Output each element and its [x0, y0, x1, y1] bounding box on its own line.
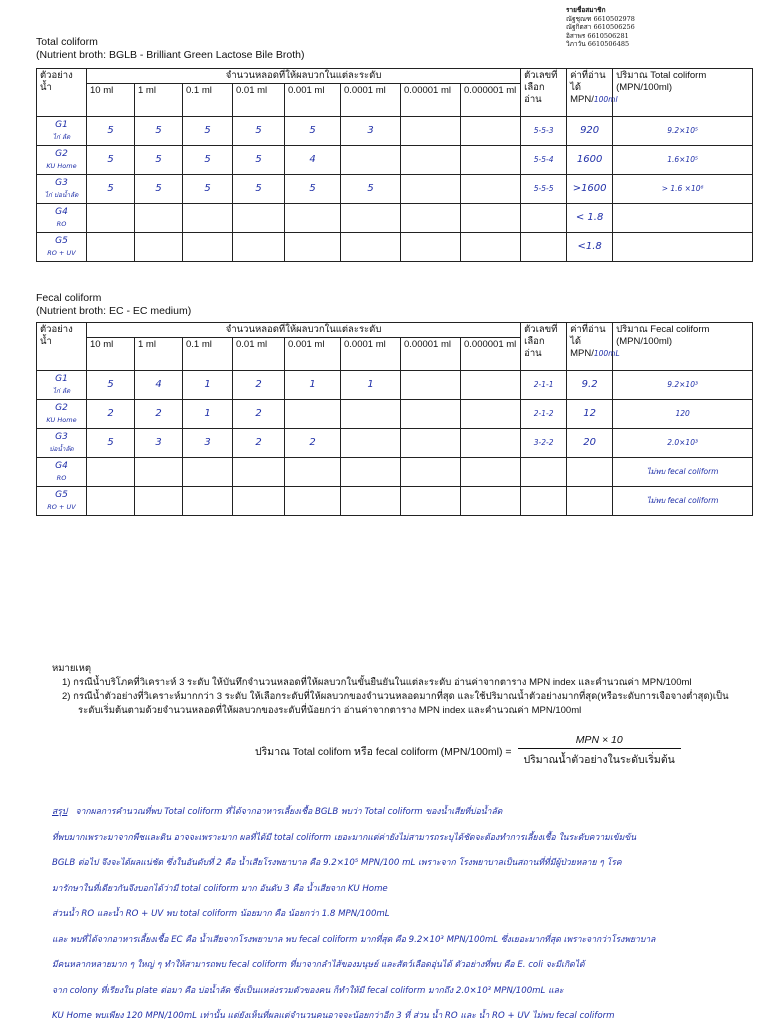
positive-tube-count: 5: [183, 117, 233, 146]
positive-tube-count: [401, 429, 461, 458]
fecal-title: Fecal coliform: [36, 292, 102, 304]
sample-cell: [37, 400, 87, 429]
notes-section: [52, 662, 738, 718]
level-header: 0.000001 ml: [461, 338, 521, 371]
sample-code: G2: [55, 149, 68, 159]
positive-tube-count: 5: [87, 146, 135, 175]
summary-line: [52, 800, 752, 826]
level-header: 0.001 ml: [285, 84, 341, 117]
sample-cell: [37, 458, 87, 487]
coliform-result: > 1.6 ×10⁶: [613, 175, 753, 204]
sample-header: ตัวอย่าง น้ำ: [37, 69, 87, 117]
positive-tube-count: [135, 487, 183, 516]
positive-tube-count: 5: [87, 175, 135, 204]
selected-digits: 5-5-5: [521, 175, 567, 204]
sample-cell: [37, 429, 87, 458]
note-item: 2) กรณีน้ำตัวอย่างที่วิเคราะห์มากกว่า 3 ระดับ ให้เลือกระดับที่ให้ผลบวกของจำนวนหลอดมากที่สุด และใช้ปริมาณน้ำตัวอย่างมากที่สุด(หรือระดับการเจือจางต่ำสุด)เป็น ระดับเริ่มต้นตามด้วยจำนวนหลอดที่ให้ผลบวกของระดับที่น้อยกว่า อ่านค่าจากตาราง MPN index และคำนวณค่า MPN/100ml: [62, 691, 729, 716]
positive-tube-count: [183, 233, 233, 262]
positive-tube-count: [341, 458, 401, 487]
coliform-result: [613, 233, 753, 262]
positive-tube-count: [233, 487, 285, 516]
level-header: 0.01 ml: [233, 338, 285, 371]
positive-tube-count: 1: [341, 371, 401, 400]
digits-header: ตัวเลขที่ เลือก อ่าน: [521, 323, 567, 371]
coliform-result: 120: [613, 400, 753, 429]
mpn-read-value: 9.2: [567, 371, 613, 400]
positive-tube-count: [401, 175, 461, 204]
sample-code: G2: [55, 403, 68, 413]
result-header: ปริมาณ Fecal coliform (MPN/100ml): [613, 323, 753, 371]
positive-tube-count: [461, 458, 521, 487]
mpn-read-value: 20: [567, 429, 613, 458]
table-row: [37, 175, 753, 204]
sample-cell: [37, 146, 87, 175]
read-value-header-text: ค่าที่อ่าน ได้ MPN/: [570, 70, 606, 105]
positive-tube-count: [461, 233, 521, 262]
table-header-row: [37, 69, 753, 84]
total-subtitle: (Nutrient broth: BGLB - Brilliant Green Lactose Bile Broth): [36, 49, 305, 61]
level-header: 0.1 ml: [183, 84, 233, 117]
mpn-read-value: [567, 458, 613, 487]
positive-tube-count: [341, 204, 401, 233]
sample-label: RO: [56, 474, 67, 482]
positive-tube-count: [87, 204, 135, 233]
selected-digits: 2-1-1: [521, 371, 567, 400]
level-header: 1 ml: [135, 338, 183, 371]
positive-tube-count: [87, 458, 135, 487]
level-header: 0.0001 ml: [341, 338, 401, 371]
positive-tube-count: [183, 487, 233, 516]
positive-tube-count: [183, 458, 233, 487]
summary-line: KU Home พบเพียง 120 MPN/100mL เท่านั้น แต่ยังเห็นที่ผลแต่จำนวนคนอาจจะน้อยกว่าอีก 3 ที่ ส่วน น้ำ RO และ น้ำ RO + UV ไม่พบ fecal coliform: [52, 1011, 615, 1021]
table-row: [37, 429, 753, 458]
sample-cell: [37, 371, 87, 400]
summary-line: และ พบที่ได้จากอาหารเลี้ยงเชื้อ EC คือ น้ำเสียจากโรงพยาบาล พบ fecal coliform มากที่สุด คือ 9.2×10³ MPN/100mL ซึ่งเยอะมากที่สุด เพราะจากว่าโรงพยาบาล: [52, 934, 656, 945]
positive-tube-count: 3: [341, 117, 401, 146]
digits-header: ตัวเลขที่ เลือก อ่าน: [521, 69, 567, 117]
sample-cell: [37, 487, 87, 516]
positive-tube-count: 5: [341, 175, 401, 204]
positive-tube-count: [401, 117, 461, 146]
summary-line: จาก colony ที่เรียงใน plate ต่อมา คือ บ่อน้ำลัด ซึ่งเป็นแหล่งรวมตัวของคน ก็ทำให้มี fecal coliform มากถึง 2.0×10³ MPN/100mL และ: [52, 985, 564, 996]
positive-tube-count: [341, 487, 401, 516]
coliform-result: 9.2×10⁵: [613, 117, 753, 146]
member-name: ณัฐกิตสา 6610506256: [566, 23, 635, 32]
coliform-result: ไม่พบ fecal coliform: [613, 458, 753, 487]
members-heading: รายชื่อสมาชิก: [566, 6, 606, 14]
sample-cell: [37, 117, 87, 146]
sample-label: ไก่ ลัด: [52, 133, 71, 141]
table-row: [37, 458, 753, 487]
member-name: วิภาวัน 6610506485: [566, 40, 630, 49]
mpn-read-value: 12: [567, 400, 613, 429]
mpn-read-value: 1600: [567, 146, 613, 175]
positive-tube-count: 2: [87, 400, 135, 429]
positive-tube-count: 5: [135, 175, 183, 204]
sample-label: RO + UV: [47, 249, 76, 257]
read-value-header: [567, 69, 618, 117]
sample-label: ไก่ บ่อน้ำลัด: [44, 191, 79, 199]
sample-code: G1: [55, 374, 68, 384]
positive-tube-count: [401, 204, 461, 233]
selected-digits: 5-5-3: [521, 117, 567, 146]
positive-tube-count: [233, 204, 285, 233]
positive-tube-count: 3: [135, 429, 183, 458]
mpn-read-value: < 1.8: [567, 204, 613, 233]
summary-line: มีคนหลากหลายมาก ๆ ใหญ่ ๆ ทำให้สามารถพบ fecal coliform ที่มาจากลำไส้ของมนุษย์ และสัตว์เลือดอุ่นได้ ตัวอย่างที่พบ คือ E. coli จะมีเกิดได้: [52, 960, 585, 970]
formula-numerator: MPN × 10: [575, 734, 623, 746]
fecal-section-header: [36, 292, 191, 318]
positive-tube-count: [461, 175, 521, 204]
positive-tube-count: [461, 117, 521, 146]
formula-fraction: [518, 734, 681, 768]
formula: [255, 734, 681, 768]
sample-label: RO: [56, 220, 67, 228]
sample-cell: [37, 175, 87, 204]
positive-tube-count: 5: [87, 429, 135, 458]
coliform-result: [613, 204, 753, 233]
positive-tube-count: 4: [285, 146, 341, 175]
total-title: Total coliform: [36, 36, 98, 48]
positive-tube-count: 1: [285, 371, 341, 400]
summary-line: ส่วนน้ำ RO และน้ำ RO + UV พบ total coliform น้อยมาก คือ น้อยกว่า 1.8 MPN/100mL: [52, 909, 390, 919]
formula-lhs: ปริมาณ Total colifom หรือ fecal coliform (MPN/100ml) =: [255, 745, 512, 758]
fecal-coliform-table: [36, 322, 753, 516]
positive-tube-count: [401, 458, 461, 487]
positive-tube-count: [135, 233, 183, 262]
table-row: [37, 204, 753, 233]
member-name: อิสาพร 6610506281: [566, 31, 629, 40]
sample-cell: [37, 204, 87, 233]
selected-digits: [521, 204, 567, 233]
level-header: 0.000001 ml: [461, 84, 521, 117]
positive-tube-count: [461, 487, 521, 516]
sample-code: G5: [55, 490, 68, 500]
positive-tube-count: [461, 204, 521, 233]
positive-tube-count: 5: [87, 371, 135, 400]
positive-tube-count: [401, 146, 461, 175]
read-value-header-unit: 100mL: [593, 349, 620, 358]
read-value-header-text: ค่าที่อ่าน ได้ MPN/: [570, 324, 606, 359]
positive-tube-count: [135, 458, 183, 487]
result-header: ปริมาณ Total coliform (MPN/100ml): [613, 69, 753, 117]
read-value-header: [567, 323, 620, 371]
positive-tube-count: [461, 429, 521, 458]
positive-tube-count: 5: [285, 117, 341, 146]
positive-tube-count: 5: [183, 146, 233, 175]
positive-tube-count: [233, 233, 285, 262]
positive-tube-count: 2: [135, 400, 183, 429]
sample-label: ไก่ ลัด: [52, 387, 71, 395]
summary-lead: สรุป: [52, 807, 68, 817]
handwritten-summary: [52, 800, 752, 1030]
summary-line: BGLB ต่อไป จึงจะได้ผลแน่ชัด ซึ่งในอันดับที่ 2 คือ น้ำเสียโรงพยาบาล คือ 9.2×10⁵ MPN/100 mL เพราะจาก โรงพยาบาลเป็นสถานที่ที่มีผู้ป่วยหลาย ๆ โรค: [52, 858, 622, 868]
sample-cell: [37, 233, 87, 262]
positive-tube-count: 2: [285, 429, 341, 458]
level-header: 0.1 ml: [183, 338, 233, 371]
sample-label: RO + UV: [47, 503, 76, 511]
positive-tube-count: 4: [135, 371, 183, 400]
mpn-read-value: 920: [567, 117, 613, 146]
positive-tube-count: [401, 371, 461, 400]
positive-tube-count: [285, 487, 341, 516]
table-row: [37, 400, 753, 429]
positive-tube-count: 2: [233, 400, 285, 429]
positive-tube-count: [341, 429, 401, 458]
positive-tube-count: 5: [233, 146, 285, 175]
coliform-result: 2.0×10³: [613, 429, 753, 458]
positive-tube-count: 5: [285, 175, 341, 204]
sample-code: G3: [55, 178, 68, 188]
positive-tube-count: 5: [233, 117, 285, 146]
selected-digits: 5-5-4: [521, 146, 567, 175]
positive-tube-count: 3: [183, 429, 233, 458]
level-header: 0.001 ml: [285, 338, 341, 371]
levels-span-header: จำนวนหลอดที่ให้ผลบวกในแต่ละระดับ: [87, 69, 521, 84]
table-row: [37, 146, 753, 175]
summary-line: มารักษาในที่เดียวกันจึงบอกได้ว่ามี total coliform มาก อันดับ 3 คือ น้ำเสียจาก KU Home: [52, 883, 388, 894]
mpn-read-value: [567, 487, 613, 516]
positive-tube-count: [285, 204, 341, 233]
level-header: 0.01 ml: [233, 84, 285, 117]
mpn-read-value: >1600: [567, 175, 613, 204]
positive-tube-count: 5: [135, 146, 183, 175]
sample-label: KU Home: [46, 416, 77, 424]
positive-tube-count: [341, 400, 401, 429]
level-header: 0.0001 ml: [341, 84, 401, 117]
positive-tube-count: [135, 204, 183, 233]
table-row: [37, 487, 753, 516]
positive-tube-count: [183, 204, 233, 233]
selected-digits: 3-2-2: [521, 429, 567, 458]
positive-tube-count: 5: [183, 175, 233, 204]
sample-code: G3: [55, 432, 68, 442]
positive-tube-count: [461, 146, 521, 175]
positive-tube-count: 2: [233, 371, 285, 400]
selected-digits: [521, 458, 567, 487]
selected-digits: [521, 233, 567, 262]
positive-tube-count: [341, 233, 401, 262]
positive-tube-count: [87, 487, 135, 516]
total-section-header: [36, 36, 304, 62]
group-members: [566, 6, 635, 49]
positive-tube-count: [285, 458, 341, 487]
sample-code: G1: [55, 120, 68, 130]
positive-tube-count: 5: [135, 117, 183, 146]
positive-tube-count: [341, 146, 401, 175]
selected-digits: [521, 487, 567, 516]
positive-tube-count: 5: [233, 175, 285, 204]
fecal-subtitle: (Nutrient broth: EC - EC medium): [36, 305, 192, 317]
positive-tube-count: [401, 487, 461, 516]
positive-tube-count: 1: [183, 400, 233, 429]
level-header: 10 ml: [87, 338, 135, 371]
level-header: 1 ml: [135, 84, 183, 117]
sample-label: KU Home: [46, 162, 77, 170]
table-header-row: [37, 323, 753, 338]
member-name: ณัฐชุณฑ 6610502978: [566, 14, 635, 23]
sample-code: G5: [55, 236, 68, 246]
sample-header: ตัวอย่าง น้ำ: [37, 323, 87, 371]
selected-digits: 2-1-2: [521, 400, 567, 429]
positive-tube-count: [401, 400, 461, 429]
level-header: 0.00001 ml: [401, 338, 461, 371]
mpn-read-value: <1.8: [567, 233, 613, 262]
notes-heading: หมายเหตุ: [52, 663, 92, 674]
positive-tube-count: [401, 233, 461, 262]
total-coliform-table: [36, 68, 753, 262]
sample-label: บ่อน้ำลัด: [49, 445, 74, 453]
coliform-result: 1.6×10⁵: [613, 146, 753, 175]
summary-line: ที่พบมากเพราะมาจากพืชและดิน อาจจะเพราะมาก ผลที่ได้มี total coliform เยอะมากแต่ค่ายังไม่สามารถระบุได้ชัดจะต้องทำการเลี้ยงเชื้อ ในระดับความเข้มข้น: [52, 832, 637, 843]
positive-tube-count: [233, 458, 285, 487]
positive-tube-count: [285, 233, 341, 262]
level-header: 0.00001 ml: [401, 84, 461, 117]
positive-tube-count: 1: [183, 371, 233, 400]
positive-tube-count: [87, 233, 135, 262]
positive-tube-count: [461, 371, 521, 400]
note-item: 1) กรณีน้ำบริโภคที่วิเคราะห์ 3 ระดับ ให้บันทึกจำนวนหลอดที่ให้ผลบวกในขั้นยืนยันในแต่ละระดับ อ่านค่าจากตาราง MPN index และคำนวณค่า MPN/100ml: [62, 677, 692, 688]
positive-tube-count: 5: [87, 117, 135, 146]
sample-code: G4: [55, 207, 68, 217]
read-value-header-unit: 100ml: [593, 95, 618, 104]
formula-denominator: ปริมาณน้ำตัวอย่างในระดับเริ่มต้น: [518, 748, 681, 768]
levels-span-header: จำนวนหลอดที่ให้ผลบวกในแต่ละระดับ: [87, 323, 521, 338]
level-header: 10 ml: [87, 84, 135, 117]
table-row: [37, 117, 753, 146]
table-row: [37, 233, 753, 262]
positive-tube-count: [461, 400, 521, 429]
positive-tube-count: [285, 400, 341, 429]
table-row: [37, 371, 753, 400]
coliform-result: ไม่พบ fecal coliform: [613, 487, 753, 516]
positive-tube-count: 2: [233, 429, 285, 458]
sample-code: G4: [55, 461, 68, 471]
summary-line-text: จากผลการคำนวณที่พบ Total coliform ที่ได้จากอาหารเลี้ยงเชื้อ BGLB พบว่า Total coliform ของน้ำเสียที่บ่อน้ำลัด: [75, 807, 503, 817]
coliform-result: 9.2×10³: [613, 371, 753, 400]
